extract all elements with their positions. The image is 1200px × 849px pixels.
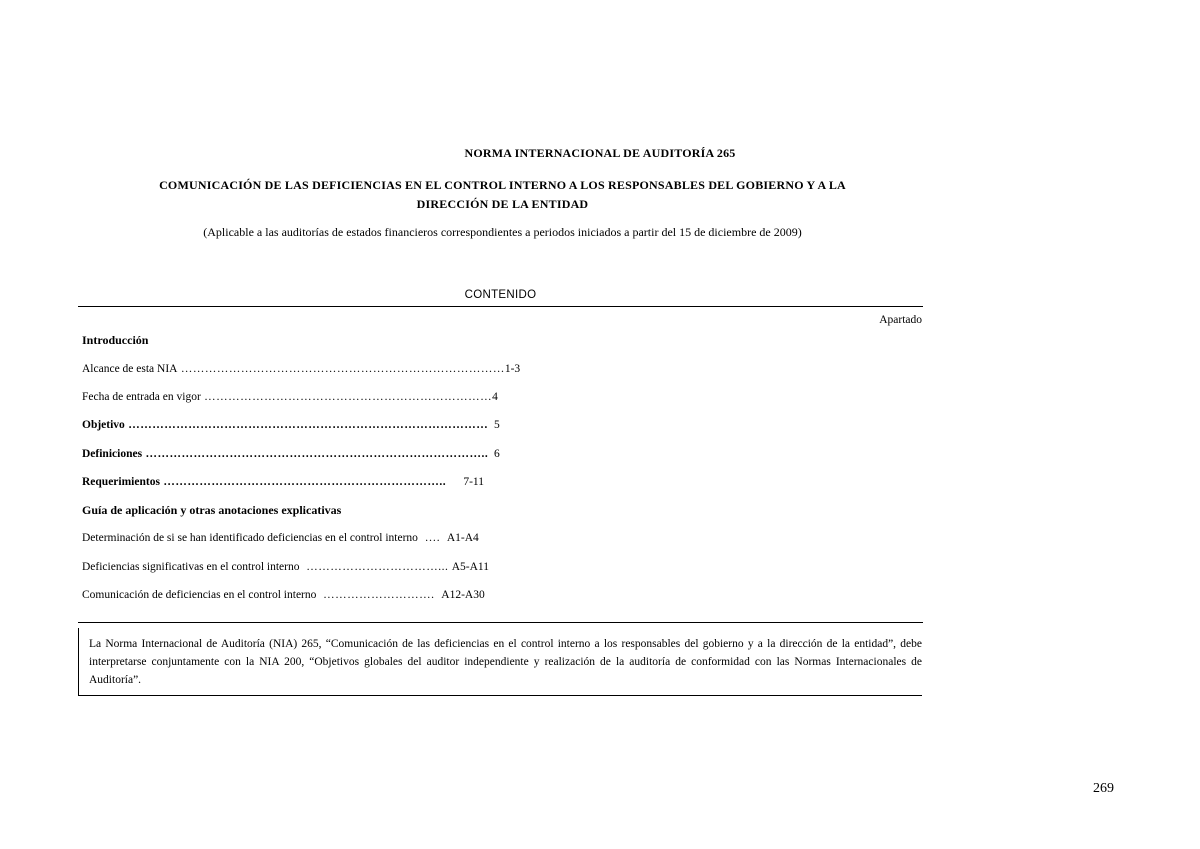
toc-entry-ref: A1-A4 bbox=[446, 532, 479, 544]
toc-entry-label: Determinación de si se han identificado deficiencias en el control interno bbox=[82, 532, 418, 544]
subtitle-line-2: DIRECCIÓN DE LA ENTIDAD bbox=[416, 197, 589, 211]
toc-entry-label: Definiciones bbox=[82, 448, 143, 460]
toc-entry-ref: A5-A11 bbox=[451, 561, 489, 573]
subtitle-line-1: COMUNICACIÓN DE LAS DEFICIENCIAS EN EL CONTROL INTERNO A LOS RESPONSABLES DEL GOBIERNO Y A LA bbox=[159, 178, 846, 192]
toc-entry bbox=[82, 362, 520, 376]
toc-entry-ref: 5 bbox=[488, 419, 500, 431]
column-label-apartado: Apartado bbox=[879, 314, 922, 326]
toc-entry-ref: 6 bbox=[488, 448, 500, 460]
toc-leader-dots: ……………………………... bbox=[299, 561, 452, 573]
toc-entry bbox=[82, 475, 484, 489]
toc-entry-ref: 4 bbox=[492, 391, 498, 403]
document-title: NORMA INTERNACIONAL DE AUDITORÍA 265 bbox=[464, 146, 736, 160]
toc-entry bbox=[82, 560, 489, 574]
toc-entry bbox=[82, 588, 485, 602]
document-header bbox=[0, 146, 1200, 160]
toc-entry bbox=[82, 503, 341, 517]
document-subtitle bbox=[0, 176, 1005, 214]
toc-leader-dots: ………………………. bbox=[316, 589, 442, 601]
toc-leader-dots: ………………………………………………………………………….. bbox=[142, 448, 489, 460]
toc-entry-label: Comunicación de deficiencias en el control interno bbox=[82, 589, 317, 601]
toc-entry-label: Guía de aplicación y otras anotaciones explicativas bbox=[82, 503, 342, 517]
toc-entry-ref: 7-11 bbox=[446, 476, 484, 488]
toc-entry-label: Requerimientos bbox=[82, 476, 160, 488]
toc-entry-label: Introducción bbox=[82, 333, 149, 347]
toc-leader-dots: ……………………………………………………………………………… bbox=[124, 419, 489, 431]
top-divider bbox=[78, 306, 923, 307]
contents-heading: CONTENIDO bbox=[464, 289, 537, 301]
toc-entry-label: Deficiencias significativas en el control interno bbox=[82, 561, 300, 573]
bottom-divider bbox=[78, 622, 923, 623]
toc-leader-dots: ……………………………………………………………………… bbox=[177, 363, 505, 375]
applicability-note: (Aplicable a las auditorías de estados financieros correspondientes a periodos iniciados a partir del 15 de diciembre de 2009) bbox=[203, 225, 802, 239]
toc-entry bbox=[82, 390, 498, 404]
toc-entry-label: Objetivo bbox=[82, 419, 125, 431]
toc-leader-dots: …………………………………………………………….. bbox=[159, 476, 447, 488]
toc-entry bbox=[82, 333, 148, 347]
toc-leader-dots: …. bbox=[417, 532, 447, 544]
toc-entry bbox=[82, 531, 479, 545]
toc-entry-ref: 1-3 bbox=[504, 363, 521, 375]
reference-note-text: La Norma Internacional de Auditoría (NIA) 265, “Comunicación de las deficiencias en el control interno a los responsables del gobierno y a la dirección de la entidad”, debe interpretarse conjuntamente con la NIA 200, “Objetivos globales del auditor independiente y realización de la auditoría de conformidad con las Normas Internacionales de Auditoría”. bbox=[89, 638, 922, 686]
page-number: 269 bbox=[1093, 781, 1114, 796]
toc-entry-label: Alcance de esta NIA bbox=[82, 363, 178, 375]
toc-entry bbox=[82, 447, 500, 461]
toc-leader-dots: ……………………………………………………………… bbox=[200, 391, 493, 403]
toc-entry-ref: A12-A30 bbox=[441, 589, 485, 601]
toc-entry bbox=[82, 418, 500, 432]
toc-entry-label: Fecha de entrada en vigor bbox=[82, 391, 201, 403]
reference-note-box bbox=[78, 628, 922, 696]
